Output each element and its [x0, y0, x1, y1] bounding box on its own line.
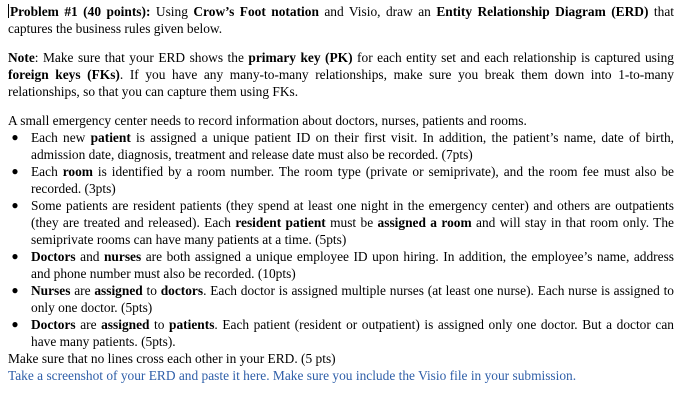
intro-paragraph: A small emergency center needs to record information about doctors, nurses, patients and rooms.: [8, 113, 527, 128]
rule-text: to: [149, 317, 170, 332]
rule-text: must be: [325, 215, 378, 230]
text-cursor: [8, 4, 9, 18]
note-bold: primary key (PK): [248, 50, 353, 65]
rule-bold: Nurses: [31, 283, 71, 298]
list-item: [8, 129, 674, 163]
list-item: [8, 248, 674, 282]
rule-text: are: [75, 317, 102, 332]
rule-text: and will stay in that room only. The semiprivate rooms can have many patients at a time. (5pts): [31, 215, 674, 247]
spacer: [8, 100, 674, 112]
rule-bold: assigned: [101, 317, 150, 332]
rule-text: Some patients are resident patients (they spend at least one night in the emergency center) and others are outpatients (they are treated and released). Each: [31, 198, 674, 230]
problem-label: Problem #1 (40 points):: [10, 4, 151, 19]
note-bold: foreign keys (FKs): [8, 67, 120, 82]
bullet-icon: ●: [11, 164, 19, 178]
rule-text: and: [75, 249, 104, 264]
bullet-icon: ●: [11, 130, 19, 144]
note-label: Note: [8, 50, 35, 65]
list-item: [8, 282, 674, 316]
bullet-icon: ●: [11, 317, 19, 331]
problem-text: that captures the business rules given below.: [8, 4, 674, 36]
spacer: [8, 37, 674, 49]
bullet-icon: ●: [11, 249, 19, 263]
problem-text: Using: [150, 4, 194, 19]
document-body: [8, 3, 674, 384]
rule-text: Each new: [31, 130, 91, 145]
rule-bold: patient: [90, 130, 131, 145]
rule-text: are both assigned a unique employee ID upon hiring. In addition, the employee’s name, address and phone number must also be recorded. (10pts): [31, 249, 675, 281]
submission-instruction: Take a screenshot of your ERD and paste it here. Make sure you include the Visio file in your submission.: [8, 368, 577, 383]
problem-bold: Entity Relationship Diagram (ERD): [436, 4, 649, 19]
rule-text: are: [70, 283, 95, 298]
rule-bold: patients: [169, 317, 215, 332]
bullet-icon: ●: [11, 283, 19, 297]
problem-text: and Visio, draw an: [318, 4, 437, 19]
rule-bold: Doctors: [31, 249, 76, 264]
problem-bold: Crow’s Foot notation: [193, 4, 319, 19]
rule-bold: assigned: [94, 283, 143, 298]
rule-bold: nurses: [103, 249, 142, 264]
closing-rule: Make sure that no lines cross each other in your ERD. (5 pts): [8, 351, 336, 366]
note-text: : Make sure that your ERD shows the: [34, 50, 249, 65]
rule-text: is identified by a room number. The room type (private or semiprivate), and the room fee must also be recorded. (3pts): [31, 164, 674, 196]
rule-text: . Each doctor is assigned multiple nurses (at least one nurse). Each nurse is assigned to only one doctor. (5pts): [31, 283, 674, 315]
business-rules-list: [8, 129, 674, 350]
problem-statement: [8, 3, 674, 37]
rule-bold: resident patient: [235, 215, 326, 230]
list-item: [8, 163, 674, 197]
rule-bold: room: [62, 164, 93, 179]
note-text: . If you have any many-to-many relationships, make sure you break them down into 1-to-many relationships, so that you can capture them using FKs.: [8, 67, 674, 99]
rule-text: Each: [31, 164, 63, 179]
list-item: [8, 316, 674, 350]
bullet-icon: ●: [11, 198, 19, 212]
note-text: for each entity set and each relationship is captured using: [352, 50, 674, 65]
note-paragraph: [8, 49, 674, 100]
rule-text: . Each patient (resident or outpatient) is assigned only one doctor. But a doctor can have many patients. (5pts).: [31, 317, 674, 349]
list-item: [8, 197, 674, 248]
rule-bold: Doctors: [31, 317, 76, 332]
rule-text: is assigned a unique patient ID on their first visit. In addition, the patient’s name, date of birth, admission date, diagnosis, treatment and release date must also be recorded. (7pts): [31, 130, 674, 162]
rule-bold: doctors: [160, 283, 204, 298]
rule-text: to: [142, 283, 161, 298]
rule-bold: assigned a room: [377, 215, 472, 230]
